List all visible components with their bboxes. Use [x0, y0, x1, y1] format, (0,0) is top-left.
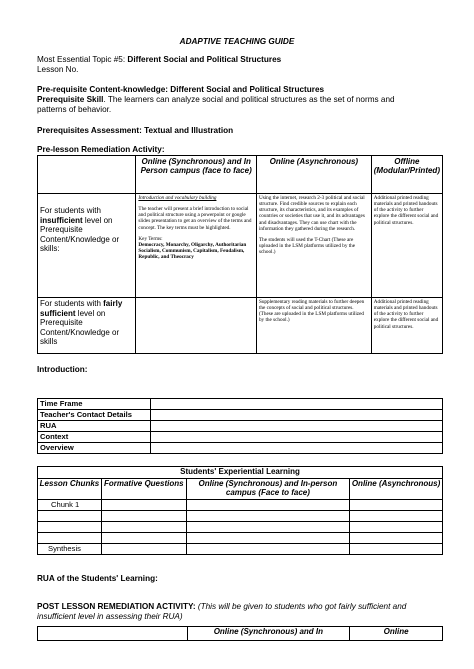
- prereq-assessment: Prerequisites Assessment: Textual and Illustration: [37, 126, 234, 135]
- post-lesson-line: [37, 602, 406, 612]
- remediation-row-insufficient: [38, 194, 443, 298]
- intro-row: Time Frame: [38, 399, 443, 410]
- post-header-sync: Online (Synchronous) and In: [187, 627, 350, 641]
- remediation-table: [37, 155, 443, 354]
- row-label-insufficient: For students with insufficient level on Prerequisite Content/Knowledge or skills:: [38, 194, 136, 298]
- document-title: ADAPTIVE TEACHING GUIDE: [179, 37, 295, 46]
- header-sync-campus: Online (Synchronous) and In-person campus (Face to face): [186, 479, 349, 500]
- experiential-row: [38, 533, 443, 544]
- header-async: Online (Asynchronous): [256, 156, 371, 194]
- remediation-heading: Pre-lesson Remediation Activity:: [37, 145, 165, 154]
- empty-header-cell: [38, 156, 136, 194]
- introduction-heading: Introduction:: [37, 365, 88, 374]
- prereq-skill: [37, 95, 395, 105]
- experiential-title: Students' Experiential Learning: [38, 467, 443, 479]
- row-label-fairly-sufficient: For students with fairly sufficient level on Prerequisite Content/Knowledge or skills: [38, 298, 136, 354]
- remediation-header-row: [38, 156, 443, 194]
- experiential-title-row: [38, 467, 443, 479]
- intro-row: RUA: [38, 421, 443, 432]
- topic-prefix: Most Essential Topic #5:: [37, 55, 128, 64]
- intro-row: Teacher's Contact Details: [38, 410, 443, 421]
- header-async: Online (Asynchronous): [350, 479, 443, 500]
- prereq-skill-label: Prerequisite Skill: [37, 95, 104, 104]
- post-lesson-header-row: [38, 627, 443, 641]
- remediation-row-fairly-sufficient: [38, 298, 443, 354]
- experiential-learning-table: [37, 466, 443, 555]
- post-lesson-text: (This will be given to students who got fairly sufficient and: [195, 602, 407, 611]
- rua-heading: RUA of the Students' Learning:: [37, 574, 158, 583]
- header-lesson-chunks: Lesson Chunks: [38, 479, 102, 500]
- experiential-row: [38, 511, 443, 522]
- post-lesson-heading: POST LESSON REMEDIATION ACTIVITY:: [37, 602, 196, 611]
- topic-line: [37, 55, 281, 65]
- prereq-skill-text: . The learners can analyze social and political structures as the set of norms and: [103, 95, 395, 104]
- cell-sync-insufficient: Introduction and vocabulary building The teacher will present a brief introduction to social and political structure using a powerpoint or google slides presentation to get an overview of the terms and concept. The key terms must be highlighted. Key Terms: Democracy, Monarchy, Oligarchy, Authoritarian Socialism, Communism, Capitalism, Feudalism, Republic, and Theocracy: [136, 194, 257, 298]
- header-sync: Online (Synchronous) and In Person campus (face to face): [136, 156, 257, 194]
- topic-name: Different Social and Political Structures: [127, 55, 282, 64]
- intro-row: Overview: [38, 443, 443, 454]
- lesson-number: Lesson No.: [37, 65, 79, 74]
- cell-offline-fairly-sufficient: Additional printed reading materials and printed handouts of the activity to further explore the different social and political structures.: [371, 298, 442, 354]
- experiential-header-row: [38, 479, 443, 500]
- cell-offline-insufficient: Additional printed reading materials and printed handouts of the activity to further explore the different social and political structures.: [371, 194, 442, 298]
- prereq-content: Pre-requisite Content-knowledge: Different Social and Political Structures: [37, 85, 325, 94]
- cell-async-insufficient: Using the internet, research 2-3 political and social structure. Find credible sources to explain each structure, its characteristics, and its examples of countries or societies that use it, and its advantages and disadvantages. They can use chart with the information they gathered during the research. The students will used the T-Chart (These are uploaded in the LSM platforms utilized by the school.): [256, 194, 371, 298]
- cell-async-fairly-sufficient: Supplementary reading materials to further deepen the concepts of social and political structures. (These are uploaded in the LSM platforms utilized by the school.): [256, 298, 371, 354]
- cell-sync-fairly-sufficient: [136, 298, 257, 354]
- header-formative-questions: Formative Questions: [101, 479, 186, 500]
- introduction-table: [37, 398, 443, 454]
- intro-row: Context: [38, 432, 443, 443]
- prereq-skill-text-2: patterns of behavior.: [37, 105, 112, 114]
- experiential-row: Chunk 1: [38, 500, 443, 511]
- post-header-online: Online: [350, 627, 443, 641]
- post-lesson-table: [37, 626, 443, 641]
- header-offline: Offline (Modular/Printed): [371, 156, 442, 194]
- experiential-row: Synthesis: [38, 544, 443, 555]
- experiential-row: [38, 522, 443, 533]
- post-lesson-text-2: insufficient level in assessing their RUA): [37, 612, 183, 621]
